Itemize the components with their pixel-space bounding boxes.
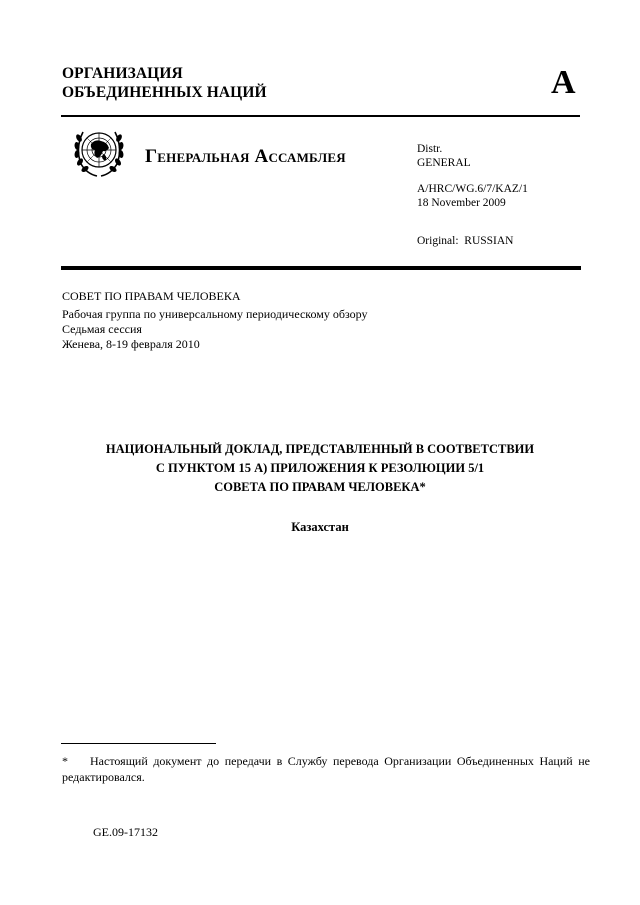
session: Седьмая сессия <box>62 322 142 336</box>
report-title-line3: СОВЕТА ПО ПРАВАМ ЧЕЛОВЕКА* <box>214 480 426 494</box>
footnote-divider <box>61 743 216 744</box>
general-assembly-title: Генеральная Ассамблея <box>145 146 346 167</box>
council-block <box>62 289 368 352</box>
distribution-block <box>417 142 528 248</box>
location-dates: Женева, 8-19 февраля 2010 <box>62 337 200 351</box>
footnote-marker: * <box>62 754 68 768</box>
report-title-line2: С ПУНКТОМ 15 А) ПРИЛОЖЕНИЯ К РЕЗОЛЮЦИИ 5/1 <box>155 461 485 475</box>
header-thick-divider <box>61 266 581 270</box>
council-name: СОВЕТ ПО ПРАВАМ ЧЕЛОВЕКА <box>62 289 241 303</box>
report-title-line1: НАЦИОНАЛЬНЫЙ ДОКЛАД, ПРЕДСТАВЛЕННЫЙ В СООТВЕТСТВИИ <box>105 442 535 456</box>
header-divider <box>61 115 580 117</box>
country-name: Казахстан <box>291 520 349 534</box>
footnote-text: Настоящий документ до передачи в Службу перевода Организации Объединенных Наций не редактировался. <box>62 754 590 784</box>
organization-name <box>62 64 267 102</box>
distr-value: GENERAL <box>417 157 471 169</box>
organization-name-line1: ОРГАНИЗАЦИЯ <box>62 65 183 82</box>
working-group: Рабочая группа по универсальному периодическому обзору <box>62 307 368 321</box>
document-series-symbol: A <box>551 64 576 101</box>
original-language: Original: RUSSIAN <box>417 235 514 247</box>
distr-label: Distr. <box>417 143 443 155</box>
footnote <box>62 753 590 785</box>
document-date: 18 November 2009 <box>417 197 506 209</box>
document-job-number: GE.09-17132 <box>93 825 158 839</box>
organization-name-line2: ОБЪЕДИНЕННЫХ НАЦИЙ <box>62 84 267 101</box>
un-emblem-icon <box>73 124 125 180</box>
document-symbol: A/HRC/WG.6/7/KAZ/1 <box>417 183 528 195</box>
report-title <box>62 440 578 497</box>
